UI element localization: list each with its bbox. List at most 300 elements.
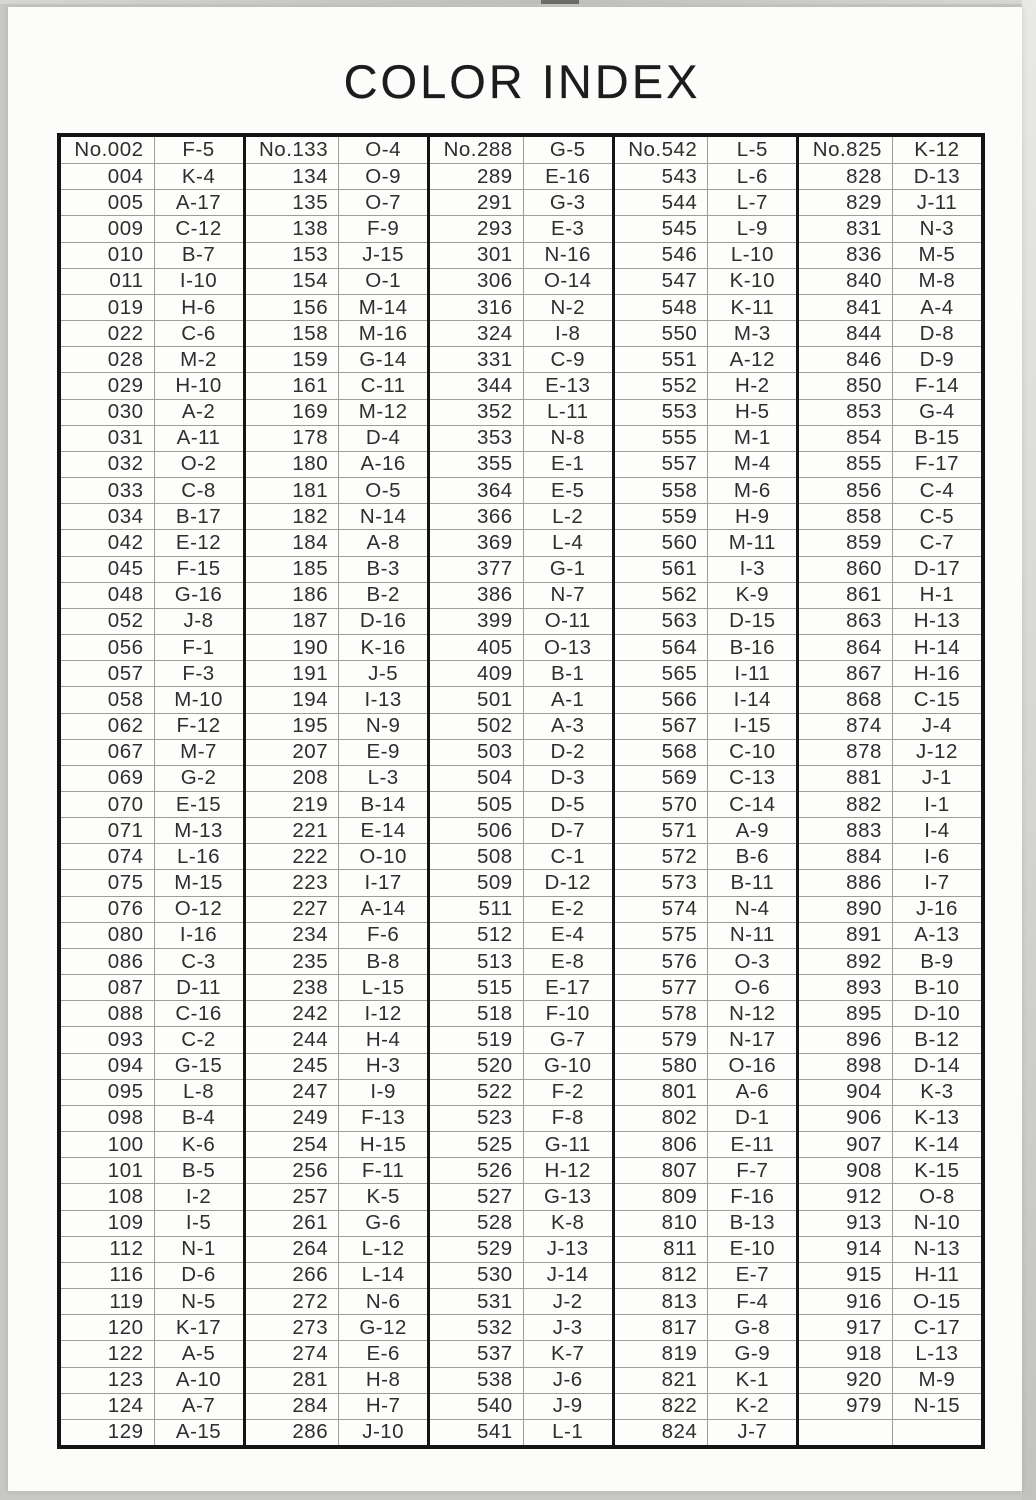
color-no-cell: 855 — [799, 451, 893, 477]
color-code-cell: F-2 — [524, 1079, 612, 1105]
color-no-cell: No.542 — [615, 137, 709, 163]
color-code-cell: L-14 — [339, 1262, 427, 1288]
color-no-cell: 813 — [615, 1288, 709, 1314]
color-no-cell: 574 — [615, 896, 709, 922]
color-code-cell: A-13 — [893, 922, 981, 948]
color-code-cell: L-10 — [708, 242, 796, 268]
color-code-cell: F-6 — [339, 922, 427, 948]
color-code-cell: E-13 — [524, 372, 612, 398]
color-code-cell: M-13 — [155, 817, 243, 843]
color-no-cell: 908 — [799, 1157, 893, 1183]
color-code-cell: B-4 — [155, 1105, 243, 1131]
color-code-cell: H-8 — [339, 1367, 427, 1393]
color-code-cell: I-13 — [339, 686, 427, 712]
color-no-cell: 505 — [430, 791, 524, 817]
color-code-cell: H-11 — [893, 1262, 981, 1288]
color-code-cell: D-12 — [524, 869, 612, 895]
color-code-cell: K-11 — [708, 294, 796, 320]
color-no-cell: 817 — [615, 1314, 709, 1340]
color-code-cell — [893, 1419, 981, 1445]
color-code-cell: F-17 — [893, 451, 981, 477]
color-code-cell: K-8 — [524, 1210, 612, 1236]
color-no-cell: 249 — [246, 1105, 340, 1131]
color-no-cell: 161 — [246, 372, 340, 398]
color-code-cell: A-10 — [155, 1367, 243, 1393]
color-code-cell: L-7 — [708, 189, 796, 215]
color-no-cell: 555 — [615, 425, 709, 451]
color-no-cell: 836 — [799, 242, 893, 268]
color-code-cell: L-11 — [524, 399, 612, 425]
color-no-cell: 234 — [246, 922, 340, 948]
color-code-cell: H-3 — [339, 1053, 427, 1079]
color-code-cell: I-5 — [155, 1210, 243, 1236]
color-code-cell: J-4 — [893, 713, 981, 739]
color-no-cell: 824 — [615, 1419, 709, 1445]
color-code-cell: I-12 — [339, 1000, 427, 1026]
color-no-cell: 915 — [799, 1262, 893, 1288]
color-no-cell: 559 — [615, 503, 709, 529]
color-code-cell: N-8 — [524, 425, 612, 451]
color-no-cell: 178 — [246, 425, 340, 451]
color-no-cell: 854 — [799, 425, 893, 451]
color-no-cell: 892 — [799, 948, 893, 974]
color-code-cell: I-9 — [339, 1079, 427, 1105]
color-no-cell: 244 — [246, 1026, 340, 1052]
color-code-cell: M-9 — [893, 1367, 981, 1393]
color-no-cell: 853 — [799, 399, 893, 425]
color-code-cell: K-15 — [893, 1157, 981, 1183]
color-code-cell: E-12 — [155, 529, 243, 555]
color-code-cell: A-16 — [339, 451, 427, 477]
color-no-cell: 281 — [246, 1367, 340, 1393]
color-no-cell: 028 — [61, 346, 155, 372]
color-code-cell: N-2 — [524, 294, 612, 320]
color-code-cell: A-8 — [339, 529, 427, 555]
color-code-cell: K-7 — [524, 1340, 612, 1366]
color-no-cell: 821 — [615, 1367, 709, 1393]
color-no-cell: 344 — [430, 372, 524, 398]
color-no-cell: 386 — [430, 582, 524, 608]
table-column-group — [427, 137, 612, 1445]
color-no-cell: 266 — [246, 1262, 340, 1288]
color-code-cell: C-5 — [893, 503, 981, 529]
color-no-cell: 098 — [61, 1105, 155, 1131]
color-no-cell: 069 — [61, 765, 155, 791]
color-code-cell: M-1 — [708, 425, 796, 451]
color-no-cell: 100 — [61, 1131, 155, 1157]
color-code-cell: B-6 — [708, 843, 796, 869]
color-code-cell: O-14 — [524, 268, 612, 294]
color-code-cell: O-3 — [708, 948, 796, 974]
color-code-cell: A-7 — [155, 1393, 243, 1419]
color-no-cell: 861 — [799, 582, 893, 608]
color-code-cell: L-16 — [155, 843, 243, 869]
color-no-cell: 920 — [799, 1367, 893, 1393]
color-code-cell: I-17 — [339, 869, 427, 895]
color-code-cell: A-11 — [155, 425, 243, 451]
color-no-cell: 306 — [430, 268, 524, 294]
color-code-cell: D-16 — [339, 608, 427, 634]
color-code-cell: O-16 — [708, 1053, 796, 1079]
color-no-cell: 528 — [430, 1210, 524, 1236]
color-no-cell: 274 — [246, 1340, 340, 1366]
color-no-cell: 886 — [799, 869, 893, 895]
color-code-cell: M-2 — [155, 346, 243, 372]
color-code-cell: E-10 — [708, 1236, 796, 1262]
color-no-cell: 881 — [799, 765, 893, 791]
color-code-cell: N-11 — [708, 922, 796, 948]
color-no-cell: 058 — [61, 686, 155, 712]
color-no-cell: 011 — [61, 268, 155, 294]
color-code-cell: H-7 — [339, 1393, 427, 1419]
color-code-cell: B-14 — [339, 791, 427, 817]
color-no-cell: 108 — [61, 1183, 155, 1209]
color-no-cell: 801 — [615, 1079, 709, 1105]
color-no-cell: 577 — [615, 974, 709, 1000]
color-no-cell: 543 — [615, 163, 709, 189]
color-no-cell: 048 — [61, 582, 155, 608]
color-no-cell: 185 — [246, 556, 340, 582]
color-code-cell: L-15 — [339, 974, 427, 1000]
color-no-cell: 005 — [61, 189, 155, 215]
color-no-cell: 850 — [799, 372, 893, 398]
color-code-cell: O-11 — [524, 608, 612, 634]
color-no-cell: 062 — [61, 713, 155, 739]
color-no-cell: 405 — [430, 634, 524, 660]
color-code-cell: J-2 — [524, 1288, 612, 1314]
color-code-cell: H-10 — [155, 372, 243, 398]
color-no-cell: 531 — [430, 1288, 524, 1314]
color-no-cell: 841 — [799, 294, 893, 320]
color-no-cell: 895 — [799, 1000, 893, 1026]
color-code-cell: E-3 — [524, 215, 612, 241]
color-no-cell: No.288 — [430, 137, 524, 163]
color-no-cell: 571 — [615, 817, 709, 843]
color-code-cell: L-5 — [736, 138, 768, 162]
color-code-cell: E-16 — [524, 163, 612, 189]
color-no-cell — [799, 1419, 893, 1445]
color-code-cell: K-6 — [155, 1131, 243, 1157]
color-no-cell: 530 — [430, 1262, 524, 1288]
color-code-cell: E-11 — [708, 1131, 796, 1157]
color-no-cell: 194 — [246, 686, 340, 712]
color-code-cell: A-4 — [893, 294, 981, 320]
color-code-cell: A-1 — [524, 686, 612, 712]
color-no-cell: 159 — [246, 346, 340, 372]
color-code-cell: F-5 — [182, 138, 215, 162]
color-code-cell: I-16 — [155, 922, 243, 948]
color-code-cell: C-15 — [893, 686, 981, 712]
color-no-cell: 558 — [615, 477, 709, 503]
color-code-cell: M-5 — [893, 242, 981, 268]
color-index-table — [57, 133, 985, 1449]
table-column-group — [243, 137, 428, 1445]
color-code-cell: L-3 — [339, 765, 427, 791]
color-code-cell: I-3 — [708, 556, 796, 582]
color-no-cell: 032 — [61, 451, 155, 477]
color-no-cell: 074 — [61, 843, 155, 869]
color-no-cell: 566 — [615, 686, 709, 712]
color-no-cell: 093 — [61, 1026, 155, 1052]
color-code-cell: H-14 — [893, 634, 981, 660]
color-no-cell: 301 — [430, 242, 524, 268]
color-no-cell: 891 — [799, 922, 893, 948]
color-no-cell: 070 — [61, 791, 155, 817]
color-no-cell: 353 — [430, 425, 524, 451]
color-code-cell: K-1 — [708, 1367, 796, 1393]
color-no-cell: 509 — [430, 869, 524, 895]
color-code-cell: G-13 — [524, 1183, 612, 1209]
color-code-cell: M-16 — [339, 320, 427, 346]
color-no-cell: 030 — [61, 399, 155, 425]
color-code-cell: K-12 — [914, 138, 960, 162]
color-no-cell: 859 — [799, 529, 893, 555]
color-no-cell: 819 — [615, 1340, 709, 1366]
color-code-cell: N-10 — [893, 1210, 981, 1236]
color-code-cell: F-16 — [708, 1183, 796, 1209]
color-no-cell: 022 — [61, 320, 155, 346]
color-code-cell: M-15 — [155, 869, 243, 895]
color-no-cell: 134 — [246, 163, 340, 189]
color-code-cell: A-6 — [708, 1079, 796, 1105]
color-no-cell: 120 — [61, 1314, 155, 1340]
color-no-cell: 529 — [430, 1236, 524, 1262]
color-code-cell: B-5 — [155, 1157, 243, 1183]
color-code-cell: C-9 — [524, 346, 612, 372]
color-code-cell: I-8 — [524, 320, 612, 346]
color-no-cell: 856 — [799, 477, 893, 503]
color-no-cell: 364 — [430, 477, 524, 503]
color-code-cell: O-5 — [339, 477, 427, 503]
color-code-cell: N-12 — [708, 1000, 796, 1026]
color-code-cell: H-16 — [893, 660, 981, 686]
color-code-cell: A-15 — [155, 1419, 243, 1445]
color-no-cell: 863 — [799, 608, 893, 634]
color-no-cell: 541 — [430, 1419, 524, 1445]
color-no-cell: 057 — [61, 660, 155, 686]
color-code-cell: C-3 — [155, 948, 243, 974]
color-no-cell: 029 — [61, 372, 155, 398]
color-no-cell: 867 — [799, 660, 893, 686]
color-no-cell: 906 — [799, 1105, 893, 1131]
color-no-cell: 223 — [246, 869, 340, 895]
color-no-cell: 289 — [430, 163, 524, 189]
color-code-cell: F-7 — [708, 1157, 796, 1183]
color-code-cell: K-17 — [155, 1314, 243, 1340]
color-no-cell: 874 — [799, 713, 893, 739]
color-no-cell: 890 — [799, 896, 893, 922]
color-code-cell: A-14 — [339, 896, 427, 922]
color-code-cell: A-5 — [155, 1340, 243, 1366]
color-code-cell: K-5 — [339, 1183, 427, 1209]
color-code-cell: E-6 — [339, 1340, 427, 1366]
color-no-cell: 811 — [615, 1236, 709, 1262]
color-code-cell: D-1 — [708, 1105, 796, 1131]
color-no-cell: 560 — [615, 529, 709, 555]
color-code-cell: N-17 — [708, 1026, 796, 1052]
color-no-cell: 409 — [430, 660, 524, 686]
color-code-cell: O-2 — [155, 451, 243, 477]
color-no-cell: 503 — [430, 739, 524, 765]
color-code-cell: G-1 — [524, 556, 612, 582]
color-no-cell: 858 — [799, 503, 893, 529]
color-code-cell: N-15 — [893, 1393, 981, 1419]
color-no-cell: 284 — [246, 1393, 340, 1419]
color-no-cell: 031 — [61, 425, 155, 451]
color-code-cell: F-9 — [339, 215, 427, 241]
color-code-cell: D-13 — [893, 163, 981, 189]
color-code-cell: K-16 — [339, 634, 427, 660]
color-code-cell: F-3 — [155, 660, 243, 686]
color-no-cell: 331 — [430, 346, 524, 372]
color-code-cell: G-3 — [524, 189, 612, 215]
color-code-cell: O-9 — [339, 163, 427, 189]
color-code-cell: L-13 — [893, 1340, 981, 1366]
color-no-cell: 572 — [615, 843, 709, 869]
color-code-cell: L-8 — [155, 1079, 243, 1105]
color-code-cell: N-7 — [524, 582, 612, 608]
color-code-cell: G-2 — [155, 765, 243, 791]
color-code-cell: H-2 — [708, 372, 796, 398]
color-code-cell: K-14 — [893, 1131, 981, 1157]
color-no-cell: 180 — [246, 451, 340, 477]
color-code-cell: B-17 — [155, 503, 243, 529]
color-no-cell: 124 — [61, 1393, 155, 1419]
color-no-cell: 552 — [615, 372, 709, 398]
color-no-cell: 898 — [799, 1053, 893, 1079]
color-no-cell: 291 — [430, 189, 524, 215]
color-code-cell: J-8 — [155, 608, 243, 634]
scan-edge-top — [0, 0, 1036, 4]
table-column-group — [796, 137, 981, 1445]
color-code-cell: B-1 — [524, 660, 612, 686]
color-code-cell: N-16 — [524, 242, 612, 268]
color-no-cell: 242 — [246, 1000, 340, 1026]
color-code-cell: G-16 — [155, 582, 243, 608]
color-code-cell: F-13 — [339, 1105, 427, 1131]
color-no-cell: 548 — [615, 294, 709, 320]
color-no-cell: 080 — [61, 922, 155, 948]
color-code-cell: C-8 — [155, 477, 243, 503]
color-no-cell: 523 — [430, 1105, 524, 1131]
color-no-cell: No.002 — [61, 137, 155, 163]
color-no-cell: 254 — [246, 1131, 340, 1157]
color-no-cell: 807 — [615, 1157, 709, 1183]
color-no-cell: 227 — [246, 896, 340, 922]
table-column-group — [61, 137, 243, 1445]
color-code-cell: G-8 — [708, 1314, 796, 1340]
color-code-cell: D-17 — [893, 556, 981, 582]
color-no-cell: 088 — [61, 1000, 155, 1026]
color-no-cell: 076 — [61, 896, 155, 922]
color-code-cell: J-6 — [524, 1367, 612, 1393]
color-no-cell: 181 — [246, 477, 340, 503]
color-code-cell: D-7 — [524, 817, 612, 843]
color-code-cell: N-13 — [893, 1236, 981, 1262]
color-no-cell: 158 — [246, 320, 340, 346]
color-code-cell: J-10 — [339, 1419, 427, 1445]
color-code-cell: B-9 — [893, 948, 981, 974]
color-code-cell: L-4 — [524, 529, 612, 555]
color-code-cell: B-8 — [339, 948, 427, 974]
color-no-cell: 316 — [430, 294, 524, 320]
color-no-cell: 545 — [615, 215, 709, 241]
color-code-cell: C-14 — [708, 791, 796, 817]
color-no-cell: 828 — [799, 163, 893, 189]
color-code-cell: B-15 — [893, 425, 981, 451]
color-no-cell: 511 — [430, 896, 524, 922]
color-no-cell: 506 — [430, 817, 524, 843]
color-code-cell: E-2 — [524, 896, 612, 922]
color-no-cell: 186 — [246, 582, 340, 608]
color-code-cell: H-4 — [339, 1026, 427, 1052]
color-code-cell: H-1 — [893, 582, 981, 608]
color-code-cell: B-2 — [339, 582, 427, 608]
color-code-cell: C-7 — [893, 529, 981, 555]
color-no-cell: 123 — [61, 1367, 155, 1393]
color-no-cell: 526 — [430, 1157, 524, 1183]
color-code-cell: M-8 — [893, 268, 981, 294]
color-code-cell: O-10 — [339, 843, 427, 869]
color-code-cell: N-9 — [339, 713, 427, 739]
color-no-cell: 884 — [799, 843, 893, 869]
color-code-cell: E-7 — [708, 1262, 796, 1288]
color-no-cell: 840 — [799, 268, 893, 294]
color-code-cell: J-1 — [893, 765, 981, 791]
color-no-cell: 979 — [799, 1393, 893, 1419]
color-code-cell: L-2 — [524, 503, 612, 529]
color-no-cell: 912 — [799, 1183, 893, 1209]
color-code-cell: I-10 — [155, 268, 243, 294]
color-code-cell: H-5 — [708, 399, 796, 425]
color-code-cell: K-9 — [708, 582, 796, 608]
color-no-cell: 557 — [615, 451, 709, 477]
color-no-cell: 914 — [799, 1236, 893, 1262]
color-no-cell: 576 — [615, 948, 709, 974]
color-no-cell: 810 — [615, 1210, 709, 1236]
color-no-cell: 122 — [61, 1340, 155, 1366]
color-no-cell: 019 — [61, 294, 155, 320]
color-code-cell: I-1 — [893, 791, 981, 817]
color-code-cell: O-8 — [893, 1183, 981, 1209]
color-no-cell: 154 — [246, 268, 340, 294]
color-code-cell: G-12 — [339, 1314, 427, 1340]
color-code-cell: O-7 — [339, 189, 427, 215]
color-no-cell: 575 — [615, 922, 709, 948]
color-no-cell: 273 — [246, 1314, 340, 1340]
color-no-cell: 822 — [615, 1393, 709, 1419]
color-code-cell: E-4 — [524, 922, 612, 948]
color-code-cell: I-6 — [893, 843, 981, 869]
color-no-cell: 247 — [246, 1079, 340, 1105]
color-no-cell: 547 — [615, 268, 709, 294]
color-no-cell: 562 — [615, 582, 709, 608]
color-no-cell: 904 — [799, 1079, 893, 1105]
color-no-cell: 187 — [246, 608, 340, 634]
color-code-cell: I-11 — [708, 660, 796, 686]
color-no-cell: 546 — [615, 242, 709, 268]
color-code-cell: D-15 — [708, 608, 796, 634]
color-no-cell: 550 — [615, 320, 709, 346]
color-code-cell: N-5 — [155, 1288, 243, 1314]
color-code-cell: I-2 — [155, 1183, 243, 1209]
color-no-cell: 561 — [615, 556, 709, 582]
color-code-cell: F-1 — [155, 634, 243, 660]
color-no-cell: 052 — [61, 608, 155, 634]
color-code-cell: O-4 — [365, 138, 401, 162]
color-code-cell: O-6 — [708, 974, 796, 1000]
color-no-cell: 045 — [61, 556, 155, 582]
